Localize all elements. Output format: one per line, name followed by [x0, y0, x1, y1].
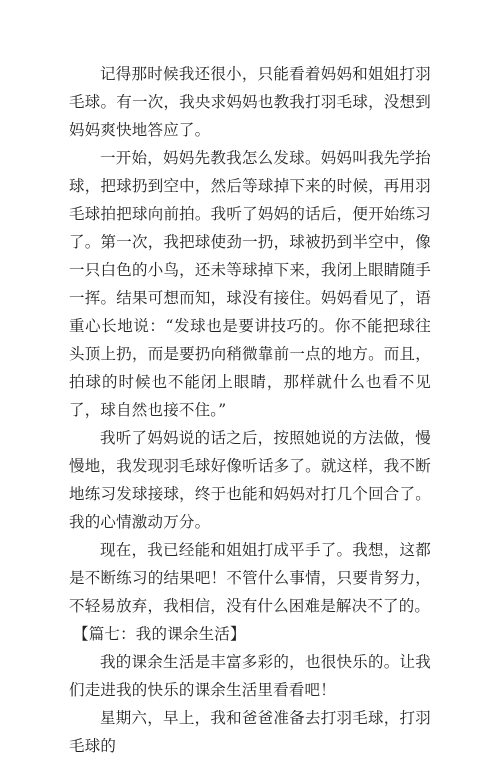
paragraph-after-saturday: 星期六，早上，我和爸爸准备去打羽毛球，打羽毛球的 [69, 709, 431, 755]
document-page [69, 60, 431, 760]
paragraph-conclusion: 现在，我已经能和姐姐打成平手了。我想，这都是不断练习的结果吧！不管什么事情，只要肯努力，不轻易放弃，我相信，没有什么困难是解决不了的。 [69, 541, 431, 615]
section-heading: 【篇七：我的课余生活】 [73, 625, 246, 643]
paragraph-memory-intro: 记得那时候我还很小，只能看着妈妈和姐姐打羽毛球。有一次，我央求妈妈也教我打羽毛球，没想到妈妈爽快地答应了。 [69, 65, 431, 139]
paragraph-learning-serve: 一开始，妈妈先教我怎么发球。妈妈叫我先学抬球，把球扔到空中，然后等球掉下来的时候，再用羽毛球拍把球向前拍。我听了妈妈的话后，便开始练习了。第一次，我把球使劲一扔，球被扔到半空中，像一只白色的小鸟，还未等球掉下来，我闭上眼睛随手一挥。结果可想而知，球没有接住。妈妈看见了，语重心长地说：“发球也是要讲技巧的。你不能把球往头顶上扔，而是要扔向稍微靠前一点的地方。而且，拍球的时候也不能闭上眼睛，那样就什么也看不见了，球自然也接不住。” [69, 149, 431, 419]
paragraph-after-life-intro: 我的课余生活是丰富多彩的，也很快乐的。让我们走进我的快乐的课余生活里看看吧！ [69, 653, 431, 699]
paragraph-practice-result: 我听了妈妈说的话之后，按照她说的方法做，慢慢地，我发现羽毛球好像听话多了。就这样，我不断地练习发球接球，终于也能和妈妈对打几个回合了。我的心情激动万分。 [69, 429, 431, 531]
